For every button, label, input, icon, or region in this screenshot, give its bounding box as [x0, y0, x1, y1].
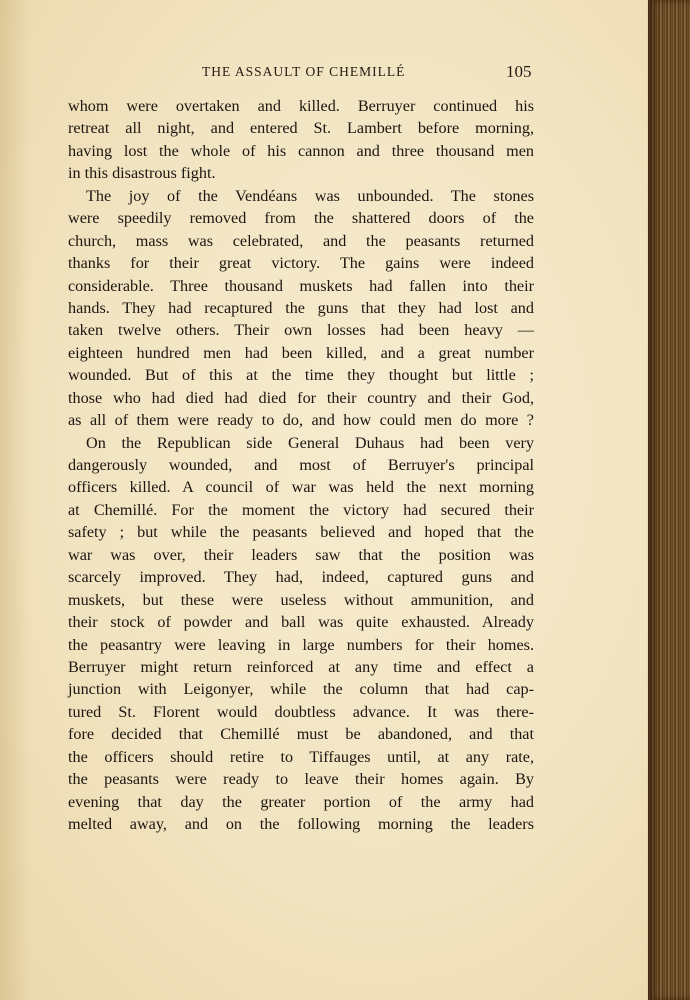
text-line: scarcely improved. They had, indeed, captured guns and [68, 568, 534, 587]
text-line: wounded. But of this at the time they thought but little ; [68, 366, 534, 385]
text-line: tured St. Florent would doubtless advance. It was there- [68, 702, 534, 721]
text-line: thanks for their great victory. The gains were indeed [68, 254, 534, 273]
text-line: dangerously wounded, and most of Berruyer's principal [68, 456, 534, 474]
text-line: eighteen hundred men had been killed, and a great number [68, 343, 534, 362]
text-line: taken twelve others. Their own losses had been heavy — [68, 321, 534, 340]
text-line: The joy of the Vendéans was unbounded. The stones [86, 186, 534, 205]
page-number: 105 [506, 62, 532, 81]
page-gutter-shadow [0, 0, 30, 1000]
text-line: junction with Leigonyer, while the column that had cap- [68, 680, 534, 699]
page-header [0, 62, 690, 86]
text-line: the officers should retire to Tiffauges until, at any rate, [68, 747, 534, 766]
text-line: war was over, their leaders saw that the position was [68, 545, 534, 564]
text-line: having lost the whole of his cannon and three thousand men [68, 141, 534, 160]
text-line: Berruyer might return reinforced at any time and effect a [68, 657, 534, 676]
text-line: safety ; but while the peasants believed and hoped that the [68, 523, 534, 542]
text-line: their stock of powder and ball was quite exhausted. Already [68, 613, 534, 632]
text-line: retreat all night, and entered St. Lambert before morning, [68, 119, 534, 138]
text-line: evening that day the greater portion of the army had [68, 792, 534, 811]
text-line: were speedily removed from the shattered doors of the [68, 209, 534, 228]
text-line: considerable. Three thousand muskets had fallen into their [68, 276, 534, 295]
text-line: those who had died had died for their country and their God, [68, 388, 534, 407]
text-line: fore decided that Chemillé must be abandoned, and that [68, 725, 534, 744]
body-text [68, 95, 534, 835]
text-line: the peasants were ready to leave their homes again. By [68, 770, 534, 789]
text-line: officers killed. A council of war was held the next morning [68, 478, 534, 497]
text-line: the peasantry were leaving in large numbers for their homes. [68, 635, 534, 654]
text-line: hands. They had recaptured the guns that they had lost and [68, 298, 534, 317]
text-line: whom were overtaken and killed. Berruyer continued his [68, 97, 534, 115]
text-line: in this disastrous fight. [68, 164, 216, 183]
text-line: muskets, but these were useless without ammunition, and [68, 590, 534, 609]
running-head: THE ASSAULT OF CHEMILLÉ [202, 64, 406, 79]
book-fore-edge [648, 0, 690, 1000]
text-line: church, mass was celebrated, and the peasants returned [68, 231, 534, 250]
text-line: as all of them were ready to do, and how could men do more ? [68, 411, 534, 430]
text-line: melted away, and on the following morning the leaders [68, 815, 534, 833]
text-line: at Chemillé. For the moment the victory had secured their [68, 500, 534, 519]
text-line: On the Republican side General Duhaus had been very [86, 433, 534, 452]
